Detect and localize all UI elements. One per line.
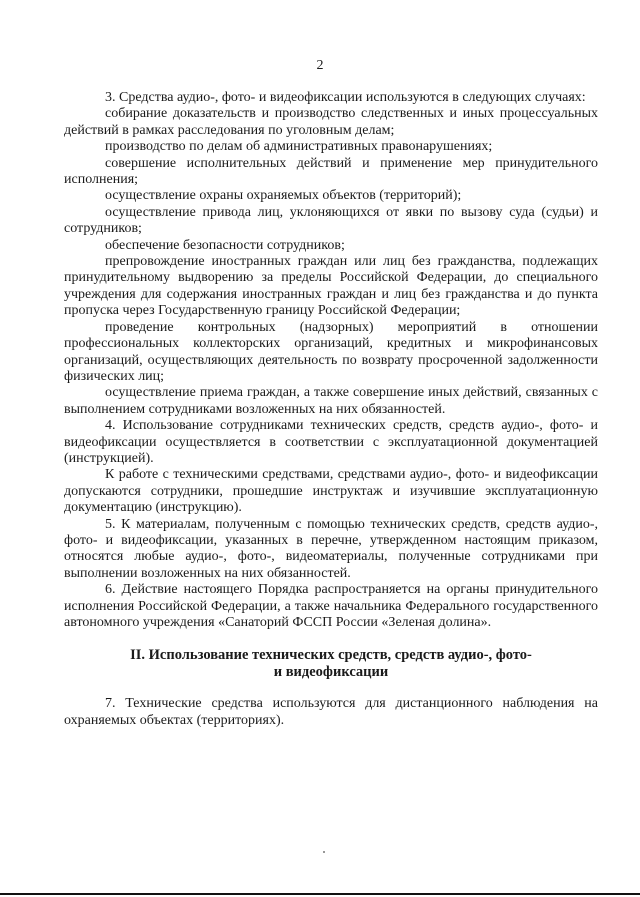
list-item-guarding: осуществление охраны охраняемых объектов (территорий); <box>105 188 462 204</box>
paragraph-4-admission: К работе с техническими средствами, средствами аудио-, фото- и видеофиксации допускаются сотрудники, прошедшие инструктаж и изучившие эксплуатационную документацию (инструкцию). <box>64 467 598 516</box>
list-item-control-measures: проведение контрольных (надзорных) мероприятий в отношении профессиональных коллекторских организаций, кредитных и микрофинансовых организаций, осуществляющих деятельность по возврату просроченной задолженности физических лиц; <box>64 319 598 384</box>
list-item-evidence: собирание доказательств и производство следственных и иных процессуальных действий в рамках расследования по уголовным делам; <box>64 106 598 138</box>
scan-edge-line <box>0 893 640 895</box>
list-item-admin-offenses: производство по делам об административных правонарушениях; <box>105 139 493 155</box>
paragraph-6: 6. Действие настоящего Порядка распространяется на органы принудительного исполнения Российской Федерации, а также начальника Федерального государственного автономного учреждения «Санаторий ФССП России «Зеленая долина». <box>64 582 598 630</box>
list-item-citizen-reception: осуществление приема граждан, а также совершение иных действий, связанных с выполнением сотрудниками возложенных на них обязанностей. <box>64 385 598 417</box>
list-item-compulsory-attendance: осуществление привода лиц, уклоняющихся от явки по вызову суда (судьи) и сотрудников; <box>64 204 598 237</box>
paragraph-5: 5. К материалам, полученным с помощью технических средств, средств аудио-, фото- и видеофиксации, указанных в перечне, утвержденном настоящим приказом, относятся любые аудио-, фото-, видеоматериалы, полученные сотрудниками при выполнении возложенных на них обязанностей. <box>64 516 598 581</box>
paragraph-7: 7. Технические средства используются для дистанционного наблюдения на охраняемых объектах (территориях). <box>64 696 598 728</box>
section-heading-line-2: и видеофиксации <box>273 664 389 681</box>
paragraph-4: 4. Использование сотрудниками технических средств, средств аудио-, фото- и видеофиксации осуществляется в соответствии с эксплуатационной документацией (инструкцией). <box>64 418 598 466</box>
list-item-staff-safety: обеспечение безопасности сотрудников; <box>105 237 345 253</box>
section-heading <box>64 647 598 681</box>
page-number: 2 <box>316 58 324 73</box>
list-item-enforcement: совершение исполнительных действий и применение мер принудительного исполнения; <box>64 155 598 188</box>
document-body <box>64 90 598 729</box>
section-heading-line-1: II. Использование технических средств, средств аудио-, фото- <box>130 647 532 664</box>
paragraph-3-intro: 3. Средства аудио-, фото- и видеофиксации используются в следующих случаях: <box>105 90 586 105</box>
list-item-escort-foreigners: препровождение иностранных граждан или лиц без гражданства, подлежащих принудительному выдворению за пределы Российской Федерации, до специального учреждения для содержания иностранных граждан и лиц без гражданства и до пункта пропуска через Государственную границу Российской Федерации; <box>64 254 598 319</box>
scan-speck <box>323 851 325 853</box>
